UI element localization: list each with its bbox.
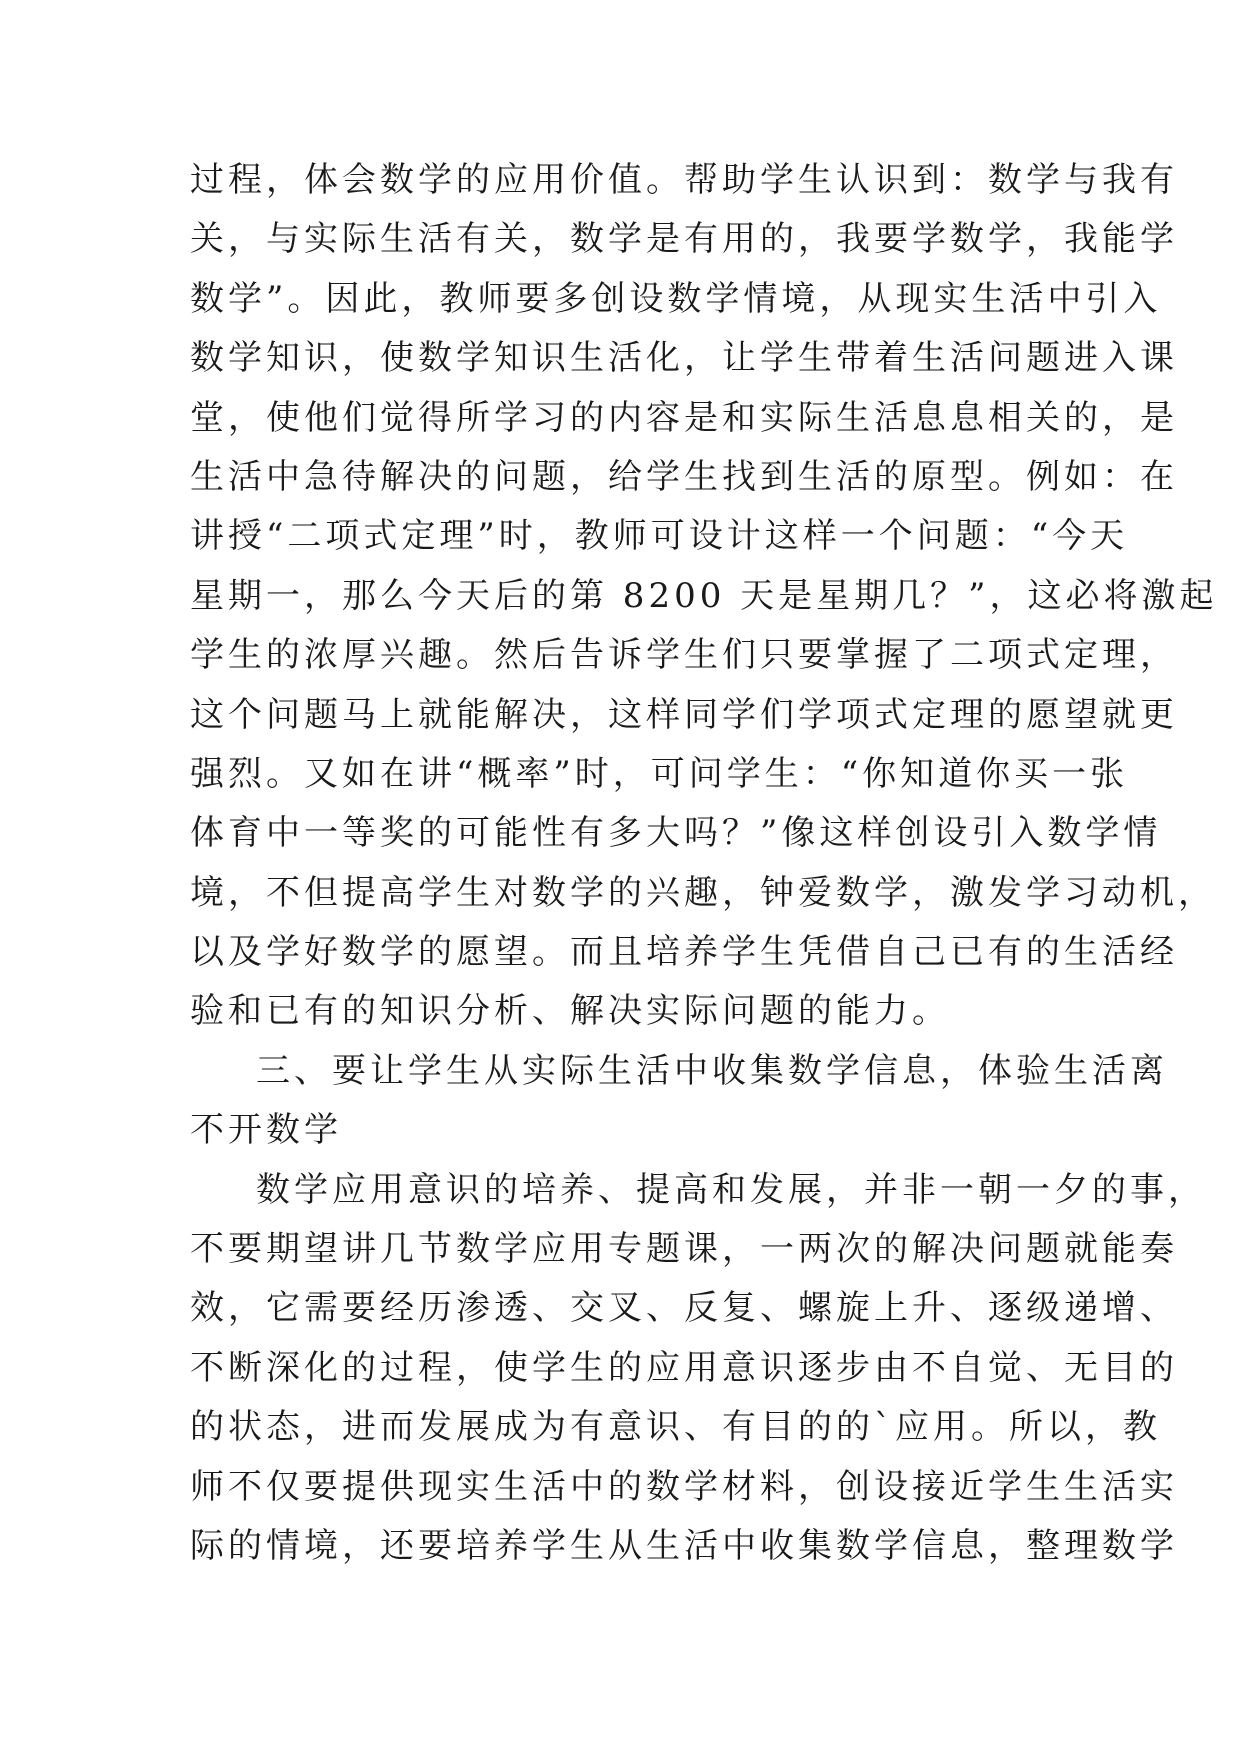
text-line: 这个问题马上就能解决，这样同学们学项式定理的愿望就更 [190,694,1178,735]
text-line: 以及学好数学的愿望。而且培养学生凭借自己已有的生活经 [190,932,1178,973]
text-line: 境，不但提高学生对数学的兴趣，钟爱数学，激发学习动机， [190,872,1216,913]
text-line: 不断深化的过程，使学生的应用意识逐步由不自觉、无目的 [190,1347,1178,1388]
text-line: 强烈。又如在讲“概率”时，可问学生：“你知道你买一张 [190,753,1129,794]
text-line: 星期一，那么今天后的第 8200 天是星期几？”，这必将激起 [190,575,1218,616]
text-line: 不要期望讲几节数学应用专题课，一两次的解决问题就能奏 [190,1229,1178,1270]
text-line: 堂，使他们觉得所学习的内容是和实际生活息息相关的，是 [190,397,1178,438]
body-text [190,151,1218,1576]
text-line: 生活中急待解决的问题，给学生找到生活的原型。例如：在 [190,456,1178,497]
text-line: 数学”。因此，教师要多创设数学情境，从现实生活中引入 [190,278,1162,319]
text-line: 讲授“二项式定理”时，教师可设计这样一个问题：“今天 [190,516,1129,557]
text-line: 师不仅要提供现实生活中的数学材料，创设接近学生生活实 [190,1466,1178,1507]
text-line: 效，它需要经历渗透、交叉、反复、螺旋上升、逐级递增、 [190,1288,1178,1329]
text-line: 数学应用意识的培养、提高和发展，并非一朝一夕的事， [256,1169,1206,1210]
text-line: 过程，体会数学的应用价值。帮助学生认识到：数学与我有 [190,160,1178,200]
text-line: 数学知识，使数学知识生活化，让学生带着生活问题进入课 [190,338,1178,379]
text-line: 体育中一等奖的可能性有多大吗？”像这样创设引入数学情 [190,813,1162,854]
text-line: 际的情境，还要培养学生从生活中收集数学信息，整理数学 [190,1525,1178,1566]
text-line: 验和已有的知识分析、解决实际问题的能力。 [190,991,950,1032]
section-heading: 三、要让学生从实际生活中收集数学信息，体验生活离 [256,1050,1168,1091]
text-line: 关，与实际生活有关，数学是有用的，我要学数学，我能学 [190,219,1178,260]
section-heading-continued: 不开数学 [190,1110,342,1151]
text-line: 的状态，进而发展成为有意识、有目的的`应用。所以，教 [190,1407,1161,1448]
text-line: 学生的浓厚兴趣。然后告诉学生们只要掌握了二项式定理， [190,635,1178,676]
